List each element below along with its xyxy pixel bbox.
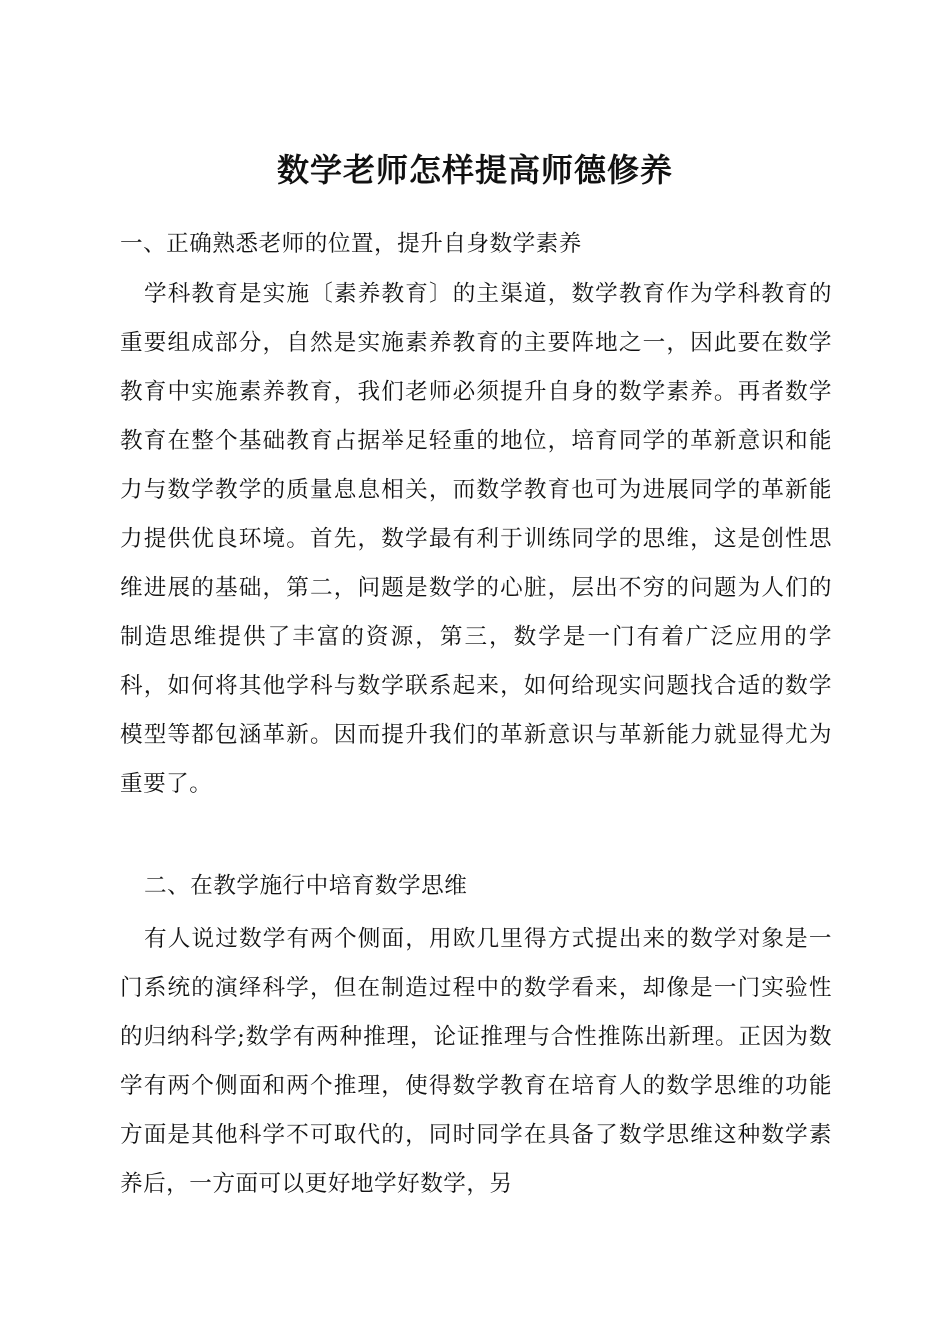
section-1-heading: 一、正确熟悉老师的位置，提升自身数学素养 <box>120 231 582 257</box>
page-title: 数学老师怎样提高师德修养 <box>276 151 673 189</box>
section-2-paragraph: 有人说过数学有两个侧面，用欧几里得方式提出来的数学对象是一门系统的演绎科学，但在制造过程中的数学看来，却像是一门实验性的归纳科学;数学有两种推理，论证推理与合性推陈出新理。正因为数学有两个侧面和两个推理，使得数学教育在培育人的数学思维的功能方面是其他科学不可取代的，同时同学在具备了数学思维这种数学素养后，一方面可以更好地学好数学，另 <box>120 926 832 1197</box>
section-1-paragraph: 学科教育是实施〔素养教育〕的主渠道，数学教育作为学科教育的重要组成部分，自然是实施素养教育的主要阵地之一，因此要在数学教育中实施素养教育，我们老师必须提升自身的数学素养。再者数学教育在整个基础教育占据举足轻重的地位，培育同学的革新意识和能力与数学教学的质量息息相关，而数学教育也可为进展同学的革新能力提供优良环境。首先，数学最有利于训练同学的思维，这是创性思维进展的基础，第二，问题是数学的心脏，层出不穷的问题为人们的制造思维提供了丰富的资源，第三，数学是一门有着广泛应用的学科，如何将其他学科与数学联系起来，如何给现实问题找合适的数学模型等都包涵革新。因而提升我们的革新意识与革新能力就显得尤为重要了。 <box>120 281 832 797</box>
section-2-heading: 二、在教学施行中培育数学思维 <box>144 873 468 899</box>
